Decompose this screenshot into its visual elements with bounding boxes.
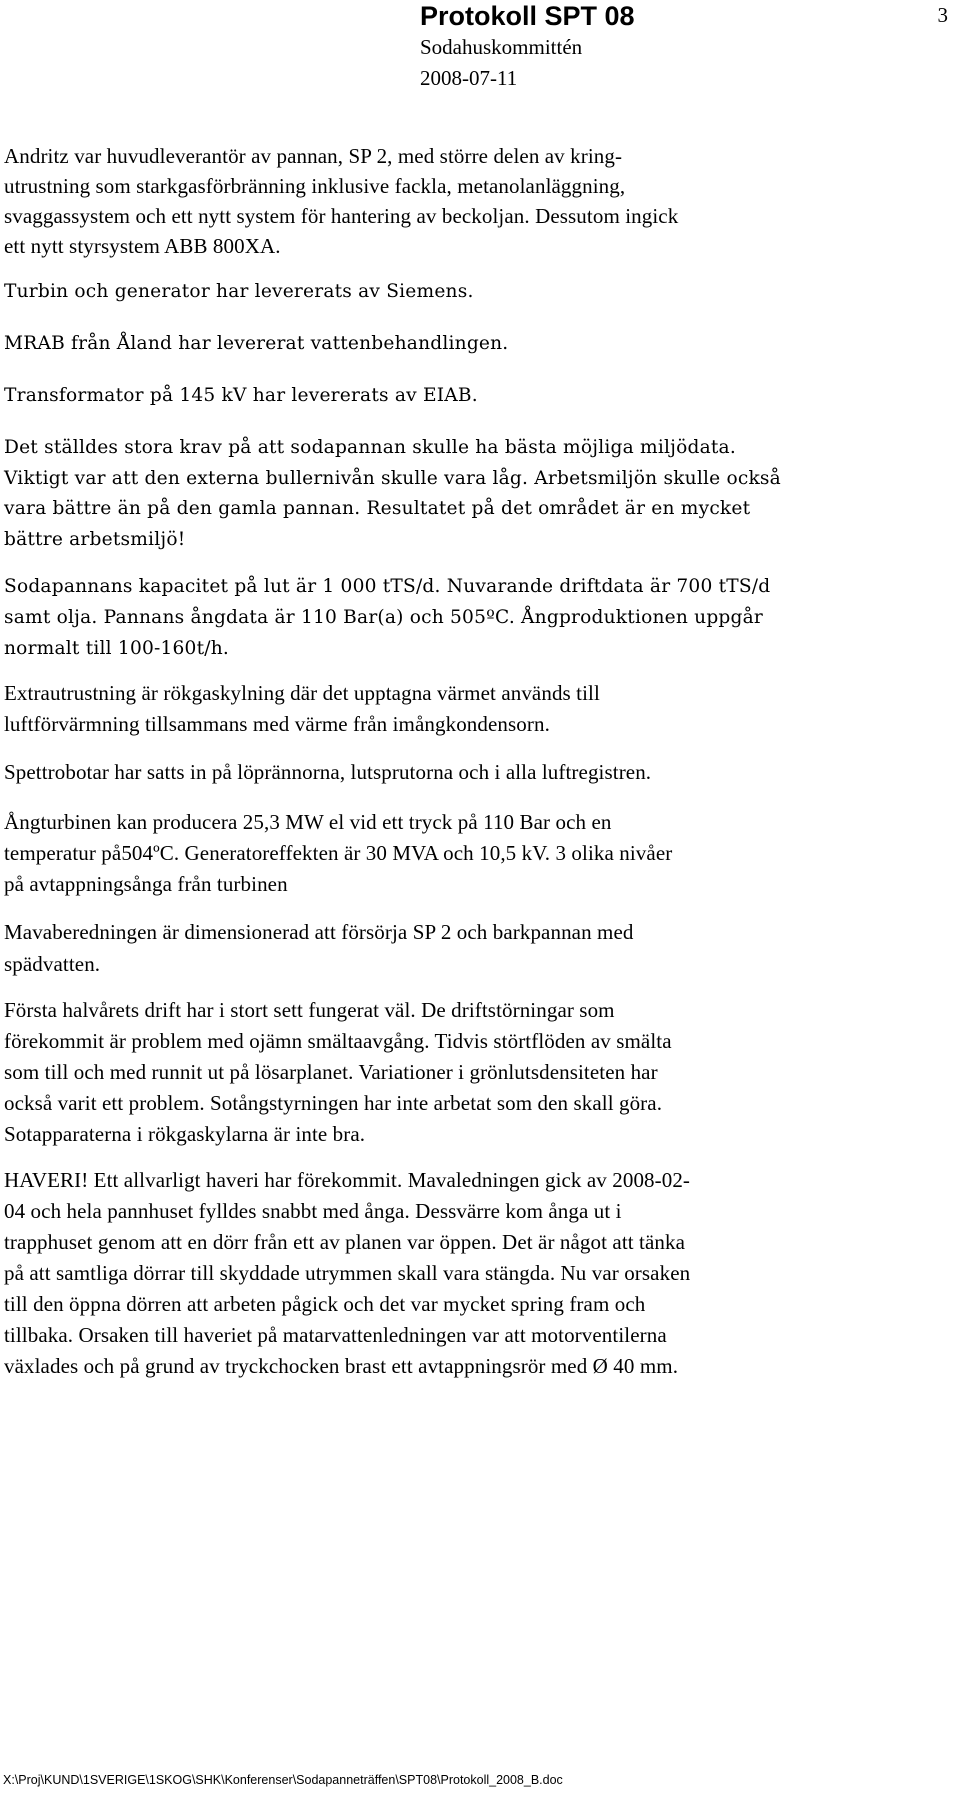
text-line: normalt till 100-160t/h. (4, 638, 230, 659)
text-line: Sotapparaterna i rökgaskylarna är inte bra. (4, 1122, 366, 1146)
text-line: Första halvårets drift har i stort sett fungerat väl. De driftstörningar som (4, 998, 615, 1022)
text-line: Spettrobotar har satts in på löprännorna, lutsprutorna och i alla luftregistren. (4, 760, 652, 784)
paragraph-kapacitet (4, 571, 934, 664)
paragraph-mavaberedningen (4, 916, 934, 980)
text-line: MRAB från Åland har levererat vattenbehandlingen. (4, 333, 509, 354)
text-line: på att samtliga dörrar till skyddade utrymmen skall vara stängda. Nu var orsaken (4, 1261, 691, 1285)
text-line: spädvatten. (4, 952, 101, 976)
text-line: Turbin och generator har levererats av Siemens. (4, 281, 474, 302)
text-line: ett nytt styrsystem ABB 800XA. (4, 234, 281, 258)
page-number: 3 (937, 3, 948, 27)
text-line: trapphuset genom att en dörr från ett av planen var öppen. Det är något att tänka (4, 1230, 686, 1254)
text-line: Viktigt var att den externa bullernivån skulle vara låg. Arbetsmiljön skulle också (4, 467, 781, 489)
document-body (4, 141, 934, 1382)
paragraph-andritz (4, 141, 934, 261)
paragraph-halvaret (4, 995, 934, 1150)
text-line: Andritz var huvudleverantör av pannan, SP 2, med större delen av kring- (4, 144, 623, 168)
text-line: som till och med runnit ut på lösarplanet. Variationer i grönlutsdensiteten har (4, 1060, 658, 1084)
text-line: växlades och på grund av tryckchocken brast ett avtappningsrör med Ø 40 mm. (4, 1354, 679, 1378)
text-line: Det ställdes stora krav på att sodapannan skulle ha bästa möjliga miljödata. (4, 437, 736, 458)
text-line: luftförvärmning tillsammans med värme från imångkondensorn. (4, 712, 550, 736)
paragraph-angturbinen (4, 807, 934, 900)
text-line: utrustning som starkgasförbränning inklusive fackla, metanolanläggning, (4, 174, 626, 198)
paragraph-haveri (4, 1165, 934, 1382)
text-line: på avtappningsånga från turbinen (4, 872, 288, 896)
committee-name: Sodahuskommittén (420, 35, 583, 59)
paragraph-turbin (4, 277, 934, 307)
text-line: Ångturbinen kan producera 25,3 MW el vid ett tryck på 110 Bar och en (4, 810, 612, 834)
file-path-footer: X:\Proj\KUND\1SVERIGE\1SKOG\SHK\Konferenser\Sodapanneträffen\SPT08\Protokoll_2008_B.doc (3, 1773, 563, 1787)
text-line: temperatur på504ºC. Generatoreffekten är 30 MVA och 10,5 kV. 3 olika nivåer (4, 841, 673, 865)
paragraph-spettrobotar (4, 757, 934, 787)
text-line: tillbaka. Orsaken till haveriet på matarvattenledningen var att motorventilerna (4, 1323, 667, 1347)
text-line: också varit ett problem. Sotångstyrningen har inte arbetat som den skall göra. (4, 1091, 663, 1115)
text-line: vara bättre än på den gamla pannan. Resultatet på det området är en mycket (4, 498, 751, 519)
paragraph-miljo (4, 433, 934, 555)
text-line: samt olja. Pannans ångdata är 110 Bar(a) och 505ºC. Ångproduktionen uppgår (4, 607, 764, 628)
text-line: Transformator på 145 kV har levererats av EIAB. (4, 385, 478, 406)
text-line: HAVERI! Ett allvarligt haveri har förekommit. Mavaledningen gick av 2008-02- (4, 1168, 691, 1192)
paragraph-transformator (4, 381, 934, 411)
text-line: 04 och hela pannhuset fylldes snabbt med ånga. Dessvärre kom ånga ut i (4, 1199, 622, 1223)
text-line: till den öppna dörren att arbeten pågick och det var mycket spring fram och (4, 1292, 646, 1316)
document-title: Protokoll SPT 08 (420, 1, 635, 31)
paragraph-mrab (4, 329, 934, 359)
text-line: förekommit är problem med ojämn smältaavgång. Tidvis störtflöden av smälta (4, 1029, 672, 1053)
text-line: bättre arbetsmiljö! (4, 528, 186, 550)
text-line: svaggassystem och ett nytt system för hantering av beckoljan. Dessutom ingick (4, 204, 679, 228)
text-line: Extrautrustning är rökgaskylning där det upptagna värmet används till (4, 681, 600, 705)
document-date: 2008-07-11 (420, 66, 518, 90)
text-line: Sodapannans kapacitet på lut är 1 000 tTS/d. Nuvarande driftdata är 700 tTS/d (4, 576, 771, 597)
page-header (420, 0, 820, 94)
paragraph-extrautrustning (4, 678, 934, 740)
text-line: Mavaberedningen är dimensionerad att försörja SP 2 och barkpannan med (4, 920, 634, 944)
